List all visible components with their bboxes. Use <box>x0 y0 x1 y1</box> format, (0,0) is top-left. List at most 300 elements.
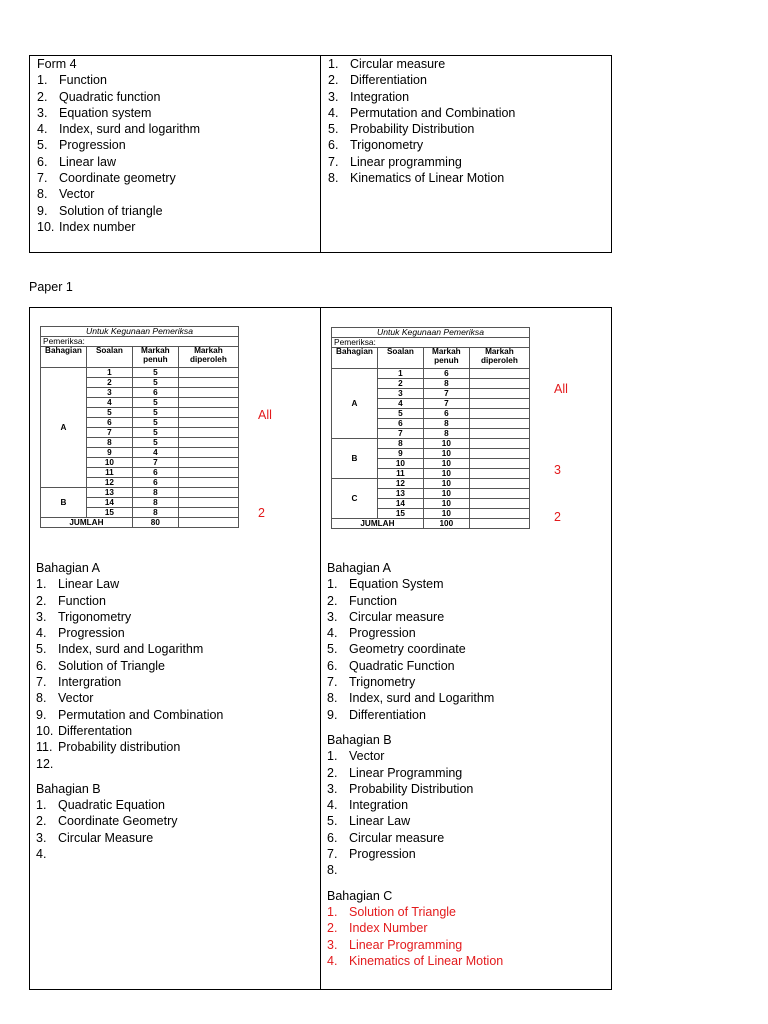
list-number: 9. <box>327 707 338 722</box>
list-item <box>327 920 607 936</box>
list-number: 6. <box>327 830 338 845</box>
section-gap <box>36 772 316 781</box>
list-item <box>36 690 316 706</box>
obtained-mark <box>178 438 238 448</box>
question-number: 15 <box>377 509 423 519</box>
obtained-mark <box>178 488 238 498</box>
list-number: 6. <box>37 154 48 169</box>
list-item <box>327 781 607 797</box>
left-sections <box>36 560 316 862</box>
full-mark: 8 <box>132 498 178 508</box>
list-item <box>37 203 317 219</box>
list-text: Intergration <box>58 675 122 690</box>
question-number: 11 <box>377 469 423 479</box>
full-mark: 8 <box>423 429 469 439</box>
list-text: Progression <box>59 138 126 153</box>
list-text <box>58 846 316 862</box>
list-text: Circular measure <box>349 609 445 624</box>
table-examiner-row <box>41 337 239 347</box>
question-number: 11 <box>86 468 132 478</box>
list-text: Trigonometry <box>58 609 132 624</box>
full-mark: 5 <box>132 418 178 428</box>
list-number: 2. <box>36 814 47 829</box>
total-value: 80 <box>132 518 178 528</box>
question-number: 7 <box>86 428 132 438</box>
section-list <box>36 797 316 862</box>
section-cell: A <box>41 368 87 488</box>
list-item <box>327 625 607 641</box>
list-item <box>36 739 316 755</box>
list-item <box>36 609 316 625</box>
list-item <box>36 756 316 772</box>
table-row <box>332 439 530 449</box>
section-heading: Bahagian A <box>327 561 391 575</box>
obtained-mark <box>178 408 238 418</box>
list-item <box>327 690 607 706</box>
obtained-mark <box>178 448 238 458</box>
list-item <box>328 121 608 137</box>
obtained-mark <box>469 429 529 439</box>
list-text: Progression <box>349 626 416 641</box>
full-mark: 7 <box>423 399 469 409</box>
obtained-mark <box>469 469 529 479</box>
question-number: 8 <box>377 439 423 449</box>
total-value: 100 <box>423 519 469 529</box>
list-number: 1. <box>328 57 339 71</box>
list-text: Probability Distribution <box>349 781 474 796</box>
col-soalan: Soalan <box>377 348 423 369</box>
list-item <box>327 797 607 813</box>
list-text: Function <box>59 73 107 88</box>
paper1-divider <box>320 307 321 990</box>
question-number: 5 <box>86 408 132 418</box>
section-heading: Bahagian B <box>327 732 392 747</box>
table-row <box>332 479 530 489</box>
list-text: Coordinate Geometry <box>58 814 178 829</box>
list-number: 2. <box>37 89 48 104</box>
list-number: 4. <box>37 122 48 137</box>
list-text: Probability distribution <box>58 740 181 755</box>
question-number: 4 <box>86 398 132 408</box>
list-item <box>327 593 607 609</box>
form4-list <box>37 72 317 235</box>
list-number: 1. <box>36 798 47 813</box>
list-text: Trigonometry <box>350 138 424 153</box>
list-number: 8. <box>327 691 338 706</box>
list-number: 5. <box>327 814 338 829</box>
list-text: Quadratic Equation <box>58 798 166 813</box>
table-title: Untuk Kegunaan Pemeriksa <box>41 327 239 337</box>
list-number: 6. <box>36 658 47 673</box>
paper1-label: Paper 1 <box>29 280 73 294</box>
obtained-mark <box>469 369 529 379</box>
list-text: Function <box>349 593 397 608</box>
list-item <box>36 813 316 829</box>
list-item <box>36 593 316 609</box>
list-text: Linear law <box>59 154 116 169</box>
list-number: 2. <box>327 921 338 936</box>
obtained-mark <box>178 498 238 508</box>
examiner-label: Pemeriksa: <box>332 338 530 348</box>
obtained-mark <box>469 459 529 469</box>
obtained-mark <box>469 419 529 429</box>
list-number: 5. <box>327 642 338 657</box>
table-header-row <box>41 347 239 368</box>
list-number: 3. <box>328 89 339 104</box>
list-item <box>327 846 607 862</box>
list-number: 9. <box>37 203 48 218</box>
list-text: Differentiation <box>349 707 426 722</box>
col-bahagian: Bahagian <box>332 348 378 369</box>
question-number: 12 <box>377 479 423 489</box>
list-number: 7. <box>37 171 48 186</box>
list-text: Circular measure <box>349 830 445 845</box>
list-number: 11. <box>36 740 53 755</box>
list-item <box>36 846 316 862</box>
list-text: Equation system <box>59 105 152 120</box>
section-heading: Bahagian C <box>327 888 393 903</box>
full-mark: 10 <box>423 449 469 459</box>
list-item <box>328 72 608 88</box>
obtained-mark <box>469 389 529 399</box>
section-list <box>327 904 607 969</box>
list-item <box>327 937 607 953</box>
note-right-a: All <box>554 382 568 396</box>
list-number: 10. <box>37 219 55 234</box>
list-item <box>327 674 607 690</box>
list-text: Vector <box>349 749 385 764</box>
list-text: Index, surd and logarithm <box>59 122 201 137</box>
full-mark: 10 <box>423 469 469 479</box>
list-item <box>327 904 607 920</box>
list-number: 2. <box>328 73 339 88</box>
list-item <box>36 641 316 657</box>
full-mark: 6 <box>423 409 469 419</box>
examiner-label: Pemeriksa: <box>41 337 239 347</box>
list-number: 8. <box>327 863 338 878</box>
question-number: 6 <box>377 419 423 429</box>
list-number: 2. <box>36 593 47 608</box>
list-item <box>37 89 317 105</box>
list-text: Solution of Triangle <box>349 904 457 919</box>
list-item <box>327 609 607 625</box>
list-text: Kinematics of Linear Motion <box>350 171 505 186</box>
question-number: 8 <box>86 438 132 448</box>
list-number: 8. <box>37 187 48 202</box>
list-number: 3. <box>327 781 338 796</box>
list-number: 7. <box>327 847 338 862</box>
col-markah-diperoleh: Markah diperoleh <box>469 348 529 369</box>
list-text: Differentiation <box>350 73 427 88</box>
obtained-mark <box>178 388 238 398</box>
obtained-mark <box>469 399 529 409</box>
list-text: Linear Programming <box>349 765 463 780</box>
full-mark: 6 <box>132 388 178 398</box>
obtained-mark <box>469 439 529 449</box>
list-text <box>349 862 607 878</box>
list-text: Quadratic Function <box>349 658 455 673</box>
question-number: 10 <box>86 458 132 468</box>
question-number: 10 <box>377 459 423 469</box>
note-left-a: All <box>258 408 272 422</box>
question-number: 14 <box>86 498 132 508</box>
list-text: Index, surd and Logarithm <box>58 642 204 657</box>
list-text: Quadratic function <box>59 89 161 104</box>
list-text: Progression <box>349 847 416 862</box>
full-mark: 10 <box>423 499 469 509</box>
question-number: 4 <box>377 399 423 409</box>
list-text: Trignometry <box>349 675 416 690</box>
list-text: Index number <box>59 219 136 234</box>
list-number: 8. <box>36 691 47 706</box>
obtained-mark <box>469 499 529 509</box>
list-number: 2. <box>327 765 338 780</box>
total-obtained <box>469 519 529 529</box>
obtained-mark <box>469 379 529 389</box>
list-item <box>327 576 607 592</box>
obtained-mark <box>469 409 529 419</box>
list-item <box>36 625 316 641</box>
list-text: Solution of Triangle <box>58 658 166 673</box>
list-item <box>327 641 607 657</box>
list-item <box>327 707 607 723</box>
list-text: Kinematics of Linear Motion <box>349 953 504 968</box>
list-item <box>36 797 316 813</box>
list-text: Progression <box>58 626 125 641</box>
list-item <box>37 137 317 153</box>
section-gap <box>327 879 607 888</box>
question-number: 14 <box>377 499 423 509</box>
col-markah-penuh: Markah penuh <box>423 348 469 369</box>
list-text: Vector <box>58 691 94 706</box>
col-markah-penuh: Markah penuh <box>132 347 178 368</box>
list-item <box>328 56 608 72</box>
list-number: 1. <box>327 577 338 592</box>
list-text: Equation System <box>349 577 444 592</box>
question-number: 15 <box>86 508 132 518</box>
list-number: 3. <box>36 830 47 845</box>
list-item <box>327 953 607 969</box>
list-number: 6. <box>328 138 339 153</box>
list-number: 5. <box>36 642 47 657</box>
list-number: 3. <box>327 609 338 624</box>
full-mark: 10 <box>423 509 469 519</box>
question-number: 5 <box>377 409 423 419</box>
list-number: 4. <box>327 626 338 641</box>
table-title-row <box>41 327 239 337</box>
note-left-b: 2 <box>258 506 265 520</box>
question-number: 1 <box>86 368 132 378</box>
table-title: Untuk Kegunaan Pemeriksa <box>332 328 530 338</box>
list-number: 7. <box>327 675 338 690</box>
form4-heading: Form 4 <box>37 57 77 71</box>
question-number: 6 <box>86 418 132 428</box>
list-item <box>328 105 608 121</box>
list-number: 8. <box>328 171 339 186</box>
list-number: 3. <box>37 105 48 120</box>
list-number: 1. <box>36 577 47 592</box>
list-text: Permutation and Combination <box>58 707 224 722</box>
full-mark: 5 <box>132 408 178 418</box>
question-number: 3 <box>377 389 423 399</box>
list-text: Vector <box>59 187 95 202</box>
list-text: Integration <box>349 798 409 813</box>
section-list <box>327 748 607 878</box>
question-number: 13 <box>377 489 423 499</box>
question-number: 1 <box>377 369 423 379</box>
list-text: Coordinate geometry <box>59 171 176 186</box>
obtained-mark <box>178 428 238 438</box>
list-number: 7. <box>36 675 47 690</box>
full-mark: 8 <box>132 508 178 518</box>
full-mark: 5 <box>132 438 178 448</box>
list-number: 9. <box>36 707 47 722</box>
list-item <box>327 748 607 764</box>
question-number: 2 <box>86 378 132 388</box>
list-number: 4. <box>328 105 339 120</box>
full-mark: 8 <box>423 419 469 429</box>
list-item <box>37 72 317 88</box>
list-number: 7. <box>328 154 339 169</box>
total-label: JUMLAH <box>41 518 133 528</box>
section-heading: Bahagian A <box>36 561 100 575</box>
list-text: Probability Distribution <box>350 122 475 137</box>
question-number: 12 <box>86 478 132 488</box>
list-text: Index Number <box>349 921 428 936</box>
list-number: 4. <box>36 626 47 641</box>
section-cell: B <box>41 488 87 518</box>
list-item <box>328 89 608 105</box>
full-mark: 10 <box>423 439 469 449</box>
list-text: Geometry coordinate <box>349 642 466 657</box>
list-text: Differentation <box>58 723 133 738</box>
list-item <box>327 862 607 878</box>
full-mark: 4 <box>132 448 178 458</box>
list-text: Solution of triangle <box>59 203 163 218</box>
table-row <box>332 369 530 379</box>
list-item <box>37 154 317 170</box>
obtained-mark <box>469 449 529 459</box>
table-title-row <box>332 328 530 338</box>
note-right-c: 2 <box>554 510 561 524</box>
list-item <box>36 707 316 723</box>
list-text: Linear Law <box>58 577 120 592</box>
list-item <box>328 170 608 186</box>
list-item <box>37 170 317 186</box>
list-text: Function <box>58 593 106 608</box>
form5-list <box>328 56 608 186</box>
table-total-row <box>41 518 239 528</box>
section-heading: Bahagian B <box>36 781 101 796</box>
list-number: 4. <box>327 798 338 813</box>
obtained-mark <box>178 378 238 388</box>
list-item <box>36 658 316 674</box>
col-bahagian: Bahagian <box>41 347 87 368</box>
form4-column <box>37 56 317 235</box>
list-item <box>327 765 607 781</box>
full-mark: 8 <box>132 488 178 498</box>
score-table-right <box>331 327 530 529</box>
question-number: 9 <box>86 448 132 458</box>
right-sections <box>327 560 607 969</box>
note-right-b: 3 <box>554 463 561 477</box>
form5-column <box>328 56 608 186</box>
list-text: Integration <box>350 89 410 104</box>
score-table-left <box>40 326 239 528</box>
section-cell: A <box>332 369 378 439</box>
list-number: 6. <box>327 658 338 673</box>
obtained-mark <box>178 398 238 408</box>
list-number: 4. <box>327 953 338 968</box>
section-gap <box>327 723 607 732</box>
list-number: 12. <box>36 756 54 771</box>
section-cell: C <box>332 479 378 519</box>
obtained-mark <box>469 489 529 499</box>
obtained-mark <box>178 508 238 518</box>
list-number: 1. <box>37 73 48 88</box>
full-mark: 5 <box>132 378 178 388</box>
list-item <box>37 186 317 202</box>
list-text: Linear Law <box>349 814 411 829</box>
full-mark: 10 <box>423 489 469 499</box>
section-list <box>36 576 316 772</box>
list-item <box>37 121 317 137</box>
question-number: 2 <box>377 379 423 389</box>
section-cell: B <box>332 439 378 479</box>
question-number: 9 <box>377 449 423 459</box>
total-obtained <box>178 518 238 528</box>
table-header-row <box>332 348 530 369</box>
list-item <box>37 105 317 121</box>
syllabus-divider <box>320 55 321 253</box>
list-item <box>327 658 607 674</box>
list-number: 10. <box>36 723 54 738</box>
list-text: Circular Measure <box>58 830 154 845</box>
table-row <box>41 368 239 378</box>
list-number: 1. <box>327 904 338 919</box>
obtained-mark <box>178 418 238 428</box>
full-mark: 8 <box>423 379 469 389</box>
list-text: Linear programming <box>350 154 462 169</box>
list-item <box>36 674 316 690</box>
obtained-mark <box>178 478 238 488</box>
question-number: 13 <box>86 488 132 498</box>
table-examiner-row <box>332 338 530 348</box>
list-text: Linear Programming <box>349 937 463 952</box>
list-number: 3. <box>36 609 47 624</box>
full-mark: 5 <box>132 428 178 438</box>
obtained-mark <box>178 368 238 378</box>
list-item <box>36 576 316 592</box>
col-soalan: Soalan <box>86 347 132 368</box>
full-mark: 5 <box>132 368 178 378</box>
list-number: 1. <box>327 749 338 764</box>
list-number: 4. <box>36 847 47 862</box>
full-mark: 7 <box>423 389 469 399</box>
full-mark: 5 <box>132 398 178 408</box>
full-mark: 10 <box>423 459 469 469</box>
full-mark: 6 <box>132 478 178 488</box>
list-text: Circular measure <box>350 57 446 71</box>
list-item <box>36 830 316 846</box>
list-item <box>328 154 608 170</box>
section-list <box>327 576 607 723</box>
obtained-mark <box>469 479 529 489</box>
col-markah-diperoleh: Markah diperoleh <box>178 347 238 368</box>
full-mark: 7 <box>132 458 178 468</box>
question-number: 3 <box>86 388 132 398</box>
question-number: 7 <box>377 429 423 439</box>
